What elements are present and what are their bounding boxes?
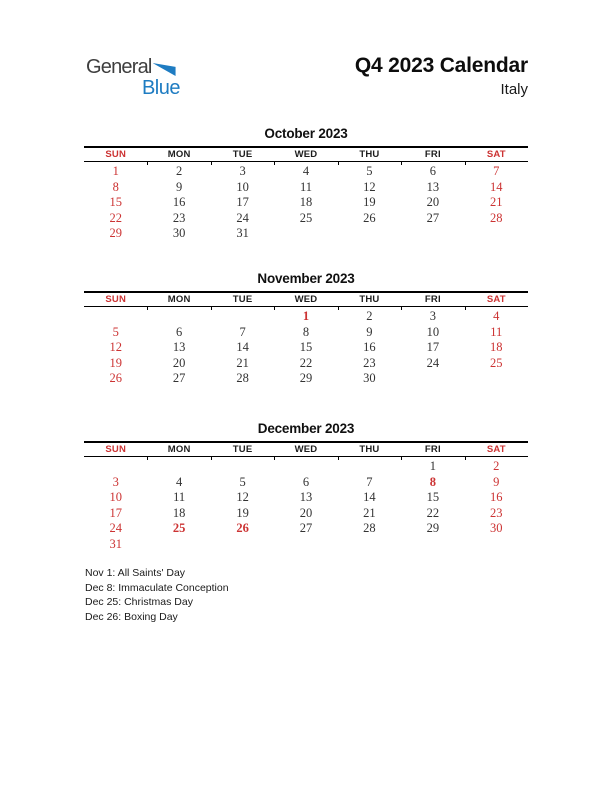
column-tick xyxy=(401,307,402,310)
holiday-day-cell: 8 xyxy=(429,474,436,489)
empty-cell xyxy=(147,459,210,475)
logo-word-blue: Blue xyxy=(141,77,180,99)
column-tick xyxy=(465,457,466,460)
day-cell: 5 xyxy=(112,324,119,339)
calendar-week-row xyxy=(84,371,528,387)
column-tick xyxy=(465,307,466,310)
logo-word-general: General xyxy=(86,56,152,78)
month-table-november xyxy=(84,271,528,387)
day-cell: 18 xyxy=(172,505,186,520)
day-cell: 23 xyxy=(172,210,186,225)
calendar-week-row xyxy=(84,356,528,372)
month-table-october xyxy=(84,126,528,242)
column-tick xyxy=(211,162,212,165)
page-title: Q4 2023 Calendar xyxy=(354,54,528,77)
calendar-week-row xyxy=(84,309,528,325)
calendar-week-row xyxy=(84,475,528,491)
day-cell: 1 xyxy=(429,459,436,473)
day-cell: 17 xyxy=(109,505,122,520)
day-cell: 14 xyxy=(236,340,249,354)
day-cell: 20 xyxy=(172,355,186,370)
weekday-label-sat: SAT xyxy=(486,444,506,455)
calendar-week-row xyxy=(84,180,528,196)
day-cell: 10 xyxy=(426,324,440,339)
day-cell: 2 xyxy=(176,164,183,178)
day-cell: 12 xyxy=(363,179,376,194)
empty-cell xyxy=(274,459,337,475)
day-cell: 8 xyxy=(302,324,310,339)
column-tick xyxy=(147,162,148,165)
holiday-day-cell: 26 xyxy=(236,521,249,535)
day-cell: 12 xyxy=(236,490,249,504)
day-cell: 21 xyxy=(490,195,503,209)
day-cell: 17 xyxy=(236,195,249,209)
weeks-grid xyxy=(84,307,528,387)
weekday-label-wed: WED xyxy=(294,294,318,305)
empty-cell xyxy=(147,537,210,553)
empty-cell xyxy=(338,226,401,242)
day-cell: 2 xyxy=(366,309,373,323)
calendar-week-row xyxy=(84,459,528,475)
empty-cell xyxy=(401,226,464,242)
day-cell: 11 xyxy=(173,490,186,504)
weekday-label-sun: SUN xyxy=(105,294,127,305)
day-cell: 8 xyxy=(112,179,119,194)
weekday-label-thu: THU xyxy=(359,294,380,305)
weekday-label-thu: THU xyxy=(359,444,380,455)
day-cell: 5 xyxy=(239,474,246,489)
weekday-header-row xyxy=(84,291,528,307)
day-cell: 29 xyxy=(109,226,122,240)
day-cell: 16 xyxy=(490,490,503,504)
day-cell: 4 xyxy=(302,164,310,178)
empty-cell xyxy=(84,309,147,325)
empty-cell xyxy=(274,226,337,242)
calendar-week-row xyxy=(84,490,528,506)
day-cell: 23 xyxy=(363,355,376,370)
empty-cell xyxy=(147,309,210,325)
weekday-label-sat: SAT xyxy=(486,294,506,305)
day-cell: 19 xyxy=(363,195,376,209)
holiday-day-cell: 1 xyxy=(302,309,310,323)
weekday-label-tue: TUE xyxy=(232,294,253,305)
column-tick xyxy=(274,307,275,310)
day-cell: 5 xyxy=(366,164,373,178)
weekday-label-sat: SAT xyxy=(486,149,506,160)
column-tick xyxy=(338,162,339,165)
day-cell: 21 xyxy=(363,505,376,520)
weekday-label-mon: MON xyxy=(167,294,191,305)
empty-cell xyxy=(401,371,464,387)
day-cell: 7 xyxy=(493,164,500,178)
weekday-label-wed: WED xyxy=(294,149,318,160)
day-cell: 10 xyxy=(236,179,249,194)
day-cell: 31 xyxy=(236,226,249,240)
day-cell: 9 xyxy=(176,179,183,194)
day-cell: 3 xyxy=(429,309,436,323)
day-cell: 20 xyxy=(426,195,440,209)
empty-cell xyxy=(338,537,401,553)
day-cell: 15 xyxy=(109,195,122,209)
holiday-note: Dec 8: Immaculate Conception xyxy=(85,581,229,594)
empty-cell xyxy=(401,537,464,553)
day-cell: 29 xyxy=(426,521,440,535)
day-cell: 20 xyxy=(299,505,313,520)
column-tick xyxy=(401,162,402,165)
day-cell: 12 xyxy=(109,340,122,354)
weekday-header-row xyxy=(84,441,528,457)
column-tick xyxy=(211,457,212,460)
column-tick xyxy=(147,457,148,460)
day-cell: 30 xyxy=(172,226,186,240)
day-cell: 22 xyxy=(426,505,440,520)
day-cell: 26 xyxy=(109,371,122,385)
day-cell: 28 xyxy=(490,210,503,225)
calendar-week-row xyxy=(84,211,528,227)
day-cell: 6 xyxy=(429,164,436,178)
empty-cell xyxy=(274,537,337,553)
month-title: December 2023 xyxy=(257,421,355,436)
day-cell: 3 xyxy=(112,474,119,489)
empty-cell xyxy=(211,309,274,325)
day-cell: 14 xyxy=(363,490,376,504)
day-cell: 27 xyxy=(299,521,313,535)
holiday-notes-list xyxy=(85,566,229,624)
weekday-label-fri: FRI xyxy=(424,149,441,160)
weeks-grid xyxy=(84,162,528,242)
day-cell: 30 xyxy=(363,371,376,385)
holiday-note: Dec 26: Boxing Day xyxy=(85,610,178,623)
holiday-note: Nov 1: All Saints' Day xyxy=(85,567,186,579)
calendar-week-row xyxy=(84,325,528,341)
column-tick xyxy=(274,457,275,460)
empty-cell xyxy=(465,537,528,553)
day-cell: 28 xyxy=(363,521,376,535)
day-cell: 2 xyxy=(493,459,500,473)
day-cell: 19 xyxy=(236,505,249,520)
holiday-day-cell: 25 xyxy=(172,521,186,535)
day-cell: 14 xyxy=(490,179,503,194)
empty-cell xyxy=(211,459,274,475)
holiday-note: Dec 25: Christmas Day xyxy=(85,596,193,609)
calendar-week-row xyxy=(84,521,528,537)
calendar-week-row xyxy=(84,506,528,522)
day-cell: 19 xyxy=(109,355,122,370)
calendar-week-row xyxy=(84,537,528,553)
day-cell: 7 xyxy=(239,324,246,339)
day-cell: 9 xyxy=(366,324,373,339)
day-cell: 10 xyxy=(109,490,122,504)
header-title-block xyxy=(355,55,528,98)
weeks-grid xyxy=(84,457,528,552)
weekday-label-tue: TUE xyxy=(232,444,253,455)
day-cell: 16 xyxy=(172,195,186,209)
logo-top-row xyxy=(86,57,180,77)
day-cell: 30 xyxy=(490,521,503,535)
weekday-label-mon: MON xyxy=(167,149,191,160)
empty-cell xyxy=(465,371,528,387)
day-cell: 13 xyxy=(299,490,313,504)
day-cell: 11 xyxy=(299,179,313,194)
page-subtitle: Italy xyxy=(500,81,528,99)
general-blue-logo xyxy=(86,57,180,98)
day-cell: 21 xyxy=(236,355,249,370)
weekday-header-row xyxy=(84,146,528,162)
day-cell: 22 xyxy=(299,355,313,370)
logo-triangle-icon xyxy=(153,63,176,76)
day-cell: 27 xyxy=(172,371,186,385)
calendar-week-row xyxy=(84,226,528,242)
weekday-label-sun: SUN xyxy=(105,149,127,160)
weekday-label-thu: THU xyxy=(359,149,380,160)
day-cell: 18 xyxy=(299,195,313,209)
day-cell: 15 xyxy=(426,490,440,504)
month-title: November 2023 xyxy=(257,271,355,286)
column-tick xyxy=(211,307,212,310)
day-cell: 29 xyxy=(299,371,313,385)
weekday-label-mon: MON xyxy=(167,444,191,455)
day-cell: 24 xyxy=(236,210,249,225)
calendar-week-row xyxy=(84,195,528,211)
day-cell: 28 xyxy=(236,371,249,385)
weekday-label-tue: TUE xyxy=(232,149,253,160)
calendar-week-row xyxy=(84,340,528,356)
day-cell: 15 xyxy=(299,340,313,354)
column-tick xyxy=(338,457,339,460)
day-cell: 11 xyxy=(490,324,503,339)
day-cell: 18 xyxy=(490,340,503,354)
day-cell: 4 xyxy=(176,474,183,489)
column-tick xyxy=(147,307,148,310)
column-tick xyxy=(274,162,275,165)
month-table-december xyxy=(84,421,528,552)
day-cell: 24 xyxy=(426,355,440,370)
day-cell: 31 xyxy=(109,536,122,551)
day-cell: 6 xyxy=(302,474,310,489)
column-tick xyxy=(401,457,402,460)
day-cell: 17 xyxy=(426,340,440,354)
column-tick xyxy=(338,307,339,310)
weekday-label-fri: FRI xyxy=(424,444,441,455)
day-cell: 16 xyxy=(363,340,376,354)
day-cell: 13 xyxy=(172,340,186,354)
day-cell: 25 xyxy=(299,210,313,225)
day-cell: 24 xyxy=(109,521,122,535)
day-cell: 4 xyxy=(493,309,500,323)
day-cell: 26 xyxy=(363,210,376,225)
day-cell: 27 xyxy=(426,210,440,225)
day-cell: 7 xyxy=(366,474,373,489)
empty-cell xyxy=(211,537,274,553)
weekday-label-wed: WED xyxy=(294,444,318,455)
day-cell: 25 xyxy=(490,355,503,370)
month-title: October 2023 xyxy=(264,126,348,141)
empty-cell xyxy=(465,226,528,242)
empty-cell xyxy=(338,459,401,475)
weekday-label-sun: SUN xyxy=(105,444,127,455)
weekday-label-fri: FRI xyxy=(424,294,441,305)
day-cell: 6 xyxy=(176,324,183,339)
column-tick xyxy=(465,162,466,165)
empty-cell xyxy=(84,459,147,475)
day-cell: 9 xyxy=(493,474,500,489)
day-cell: 13 xyxy=(426,179,440,194)
day-cell: 3 xyxy=(239,164,246,178)
day-cell: 1 xyxy=(112,164,119,178)
day-cell: 22 xyxy=(109,210,122,225)
calendar-week-row xyxy=(84,164,528,180)
day-cell: 23 xyxy=(490,505,503,520)
